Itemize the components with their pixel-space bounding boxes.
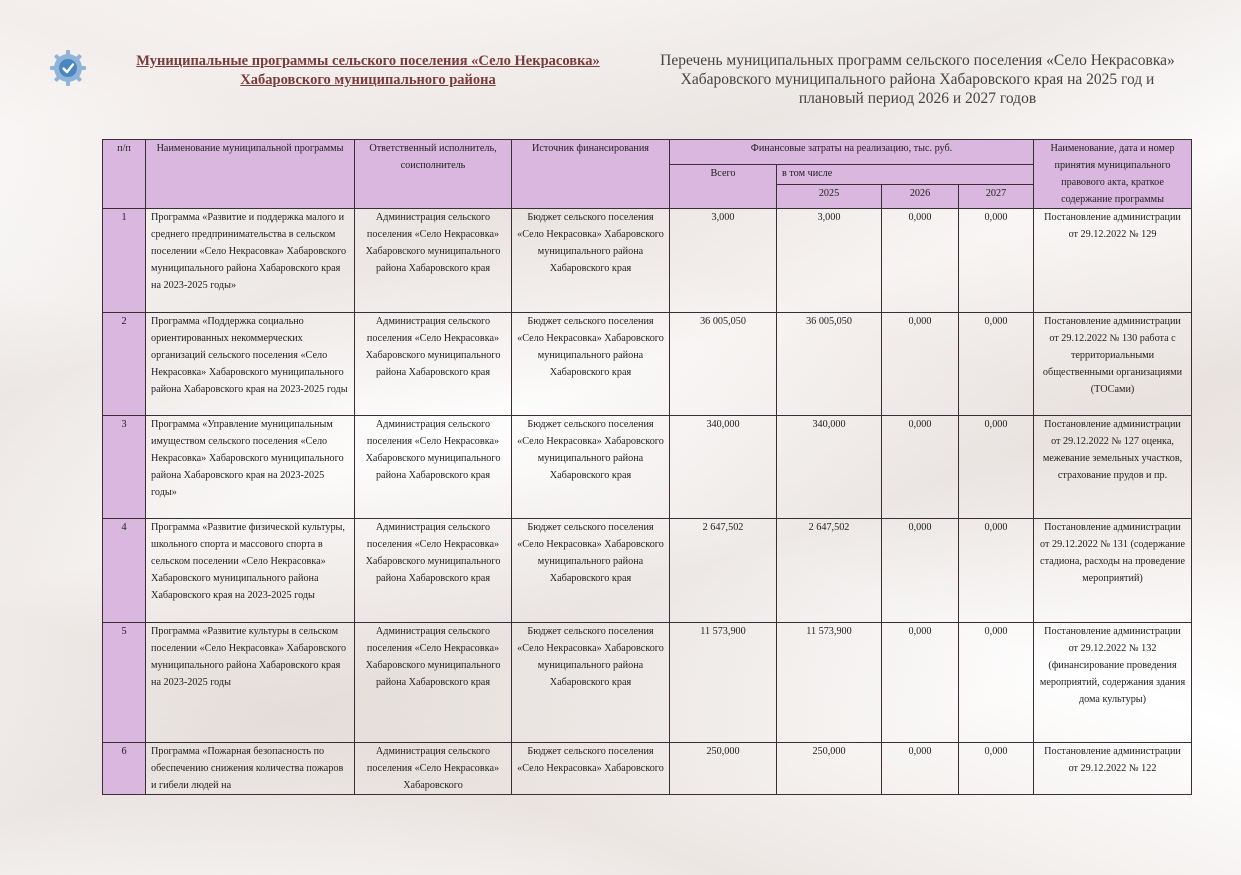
list-title [640, 51, 1195, 108]
row-program-name: Программа «Пожарная безопасность по обеспечению снижения количества пожаров и гибели людей на [146, 743, 355, 795]
programs-title [108, 52, 628, 90]
row-num: 5 [103, 623, 146, 743]
row-total: 3,000 [670, 209, 777, 313]
logo-gear-check-icon [50, 50, 86, 86]
table-row [103, 416, 1192, 519]
row-source: Бюджет сельского поселения «Село Некрасовка» Хабаровского муниципального района Хабаровского края [512, 519, 670, 623]
header-num: п/п [103, 140, 146, 209]
row-legal-act: Постановление администрации от 29.12.2022 № 130 работа с территориальными общественными организациями (ТОСами) [1034, 313, 1192, 416]
row-num: 4 [103, 519, 146, 623]
row-2027: 0,000 [959, 209, 1034, 313]
header-including: в том числе [777, 165, 1034, 185]
row-executor: Администрация сельского поселения «Село Некрасовка» Хабаровского [355, 743, 512, 795]
row-source: Бюджет сельского поселения «Село Некрасовка» Хабаровского [512, 743, 670, 795]
row-num: 1 [103, 209, 146, 313]
row-2025: 11 573,900 [777, 623, 882, 743]
row-program-name: Программа «Управление муниципальным имуществом сельского поселения «Село Некрасовка» Хабаровского муниципального района Хабаровского края на 2023-2025 годы» [146, 416, 355, 519]
header-program-name: Наименование муниципальной программы [146, 140, 355, 209]
header-total: Всего [670, 165, 777, 209]
row-legal-act: Постановление администрации от 29.12.2022 № 129 [1034, 209, 1192, 313]
row-num: 3 [103, 416, 146, 519]
row-source: Бюджет сельского поселения «Село Некрасовка» Хабаровского муниципального района Хабаровского края [512, 313, 670, 416]
header-costs: Финансовые затраты на реализацию, тыс. руб. [670, 140, 1034, 165]
row-2026: 0,000 [882, 743, 959, 795]
header-year-2025: 2025 [777, 185, 882, 209]
table-row [103, 313, 1192, 416]
row-2025: 340,000 [777, 416, 882, 519]
row-2025: 250,000 [777, 743, 882, 795]
row-legal-act: Постановление администрации от 29.12.2022 № 131 (содержание стадиона, расходы на проведение мероприятий) [1034, 519, 1192, 623]
row-source: Бюджет сельского поселения «Село Некрасовка» Хабаровского муниципального района Хабаровского края [512, 623, 670, 743]
row-num: 2 [103, 313, 146, 416]
row-total: 340,000 [670, 416, 777, 519]
row-total: 11 573,900 [670, 623, 777, 743]
row-total: 2 647,502 [670, 519, 777, 623]
table-row [103, 209, 1192, 313]
header-year-2026: 2026 [882, 185, 959, 209]
programs-table [102, 139, 1192, 795]
header-source: Источник финансирования [512, 140, 670, 209]
row-2027: 0,000 [959, 313, 1034, 416]
row-2026: 0,000 [882, 313, 959, 416]
header-year-2027: 2027 [959, 185, 1034, 209]
row-2026: 0,000 [882, 519, 959, 623]
row-program-name: Программа «Развитие культуры в сельском поселении «Село Некрасовка» Хабаровского муниципального района Хабаровского края на 2023-2025 годы [146, 623, 355, 743]
row-2027: 0,000 [959, 623, 1034, 743]
row-2027: 0,000 [959, 743, 1034, 795]
row-program-name: Программа «Развитие и поддержка малого и среднего предпринимательства в сельском поселении «Село Некрасовка» Хабаровского муниципального района Хабаровского края на 2023-2025 годы» [146, 209, 355, 313]
list-title-line1: Перечень муниципальных программ сельского поселения «Село Некрасовка» [660, 52, 1175, 69]
row-executor: Администрация сельского поселения «Село Некрасовка» Хабаровского муниципального района Хабаровского края [355, 313, 512, 416]
row-source: Бюджет сельского поселения «Село Некрасовка» Хабаровского муниципального района Хабаровского края [512, 416, 670, 519]
row-program-name: Программа «Поддержка социально ориентированных некоммерческих организаций сельского поселения «Село Некрасовка» Хабаровского муниципального района Хабаровского края на 2023-2025 годы [146, 313, 355, 416]
table-row [103, 623, 1192, 743]
header-legal-act: Наименование, дата и номер принятия муниципального правового акта, краткое содержание программы [1034, 140, 1192, 209]
row-executor: Администрация сельского поселения «Село Некрасовка» Хабаровского муниципального района Хабаровского края [355, 209, 512, 313]
row-2026: 0,000 [882, 623, 959, 743]
programs-title-line2: Хабаровского муниципального района [240, 72, 496, 88]
header-executor: Ответственный исполнитель, соисполнитель [355, 140, 512, 209]
list-title-line2: Хабаровского муниципального района Хабаровского края на 2025 год и [680, 71, 1155, 88]
row-legal-act: Постановление администрации от 29.12.2022 № 132 (финансирование проведения мероприятий, содержания здания дома культуры) [1034, 623, 1192, 743]
row-total: 36 005,050 [670, 313, 777, 416]
row-executor: Администрация сельского поселения «Село Некрасовка» Хабаровского муниципального района Хабаровского края [355, 416, 512, 519]
list-title-line3: плановый период 2026 и 2027 годов [798, 90, 1037, 107]
row-total: 250,000 [670, 743, 777, 795]
row-2026: 0,000 [882, 209, 959, 313]
row-2027: 0,000 [959, 519, 1034, 623]
table-row [103, 743, 1192, 795]
row-executor: Администрация сельского поселения «Село Некрасовка» Хабаровского муниципального района Хабаровского края [355, 623, 512, 743]
row-2025: 3,000 [777, 209, 882, 313]
row-program-name: Программа «Развитие физической культуры, школьного спорта и массового спорта в сельском поселении «Село Некрасовка» Хабаровского муниципального района Хабаровского края на 2023-2025 годы [146, 519, 355, 623]
row-legal-act: Постановление администрации от 29.12.2022 № 122 [1034, 743, 1192, 795]
row-executor: Администрация сельского поселения «Село Некрасовка» Хабаровского муниципального района Хабаровского края [355, 519, 512, 623]
row-source: Бюджет сельского поселения «Село Некрасовка» Хабаровского муниципального района Хабаровского края [512, 209, 670, 313]
table-row [103, 519, 1192, 623]
row-2027: 0,000 [959, 416, 1034, 519]
row-2025: 2 647,502 [777, 519, 882, 623]
row-2026: 0,000 [882, 416, 959, 519]
programs-title-line1: Муниципальные программы сельского поселения «Село Некрасовка» [136, 53, 600, 69]
row-2025: 36 005,050 [777, 313, 882, 416]
row-legal-act: Постановление администрации от 29.12.2022 № 127 оценка, межевание земельных участков, страхование прудов и пр. [1034, 416, 1192, 519]
row-num: 6 [103, 743, 146, 795]
